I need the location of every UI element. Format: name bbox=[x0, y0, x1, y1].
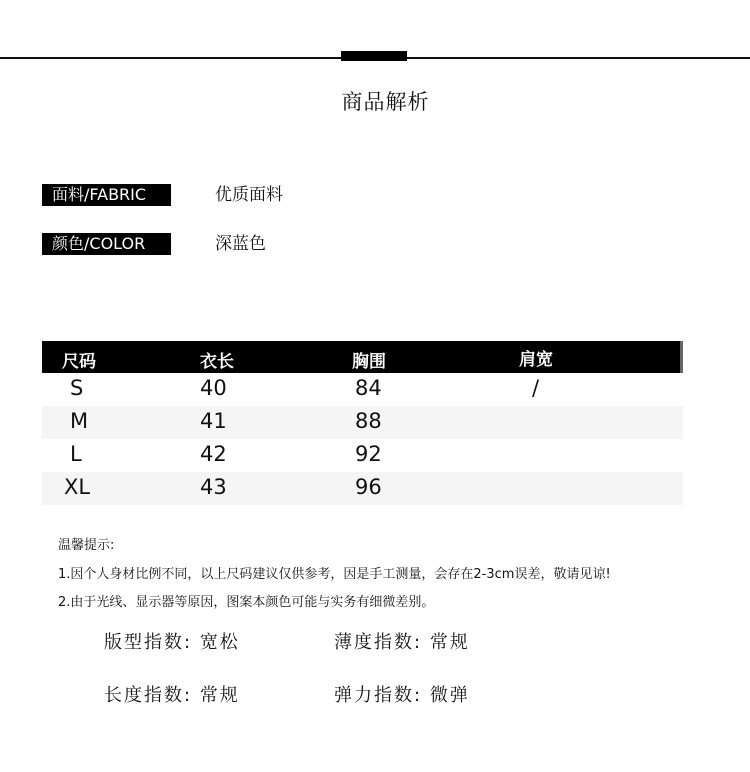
color-label: 颜色/COLOR bbox=[42, 233, 171, 255]
cell-size: M bbox=[70, 409, 89, 433]
stretch-index-value: 微弹 bbox=[429, 685, 470, 706]
fit-index-value: 宽松 bbox=[199, 632, 240, 653]
length-index bbox=[104, 681, 240, 707]
header-size: 尺码 bbox=[62, 352, 96, 372]
cell-length: 43 bbox=[200, 475, 227, 499]
cell-chest: 84 bbox=[355, 376, 382, 400]
notes-line: 2.由于光线、显示器等原因，图案本颜色可能与实务有细微差别。 bbox=[58, 595, 435, 610]
color-value: 深蓝色 bbox=[215, 234, 266, 254]
cell-length: 40 bbox=[200, 376, 227, 400]
length-index-label: 长度指数: bbox=[104, 685, 193, 706]
notes-line: 1.因个人身材比例不同，以上尺码建议仅供参考，因是手工测量，会存在2-3cm误差，敬请见谅! bbox=[58, 566, 611, 582]
cell-chest: 92 bbox=[355, 442, 382, 466]
page-title: 商品解析 bbox=[341, 90, 430, 114]
table-row bbox=[42, 472, 683, 505]
header-chest: 胸围 bbox=[352, 352, 386, 372]
table-row bbox=[42, 439, 683, 472]
thickness-index-value: 常规 bbox=[429, 632, 470, 653]
notes-section bbox=[58, 532, 611, 618]
table-row bbox=[42, 406, 683, 439]
stretch-index-label: 弹力指数: bbox=[334, 685, 423, 706]
cell-chest: 88 bbox=[355, 409, 382, 433]
header-length: 衣长 bbox=[200, 352, 234, 372]
cell-size: XL bbox=[64, 475, 91, 499]
cell-chest: 96 bbox=[355, 475, 382, 499]
notes-title: 温馨提示: bbox=[58, 538, 115, 553]
header-accent-bar bbox=[341, 51, 407, 61]
thickness-index bbox=[334, 628, 470, 654]
fabric-label: 面料/FABRIC bbox=[42, 184, 171, 206]
size-table bbox=[42, 341, 683, 505]
thickness-index-label: 薄度指数: bbox=[334, 632, 423, 653]
size-table-header bbox=[42, 341, 683, 373]
fabric-value: 优质面料 bbox=[215, 185, 283, 205]
length-index-value: 常规 bbox=[199, 685, 240, 706]
cell-length: 41 bbox=[200, 409, 227, 433]
fit-index bbox=[104, 628, 240, 654]
cell-size: L bbox=[70, 442, 82, 466]
table-row bbox=[42, 373, 683, 406]
cell-length: 42 bbox=[200, 442, 227, 466]
stretch-index bbox=[334, 681, 470, 707]
cell-shoulder: / bbox=[532, 376, 540, 400]
cell-size: S bbox=[70, 376, 84, 400]
fit-index-label: 版型指数: bbox=[104, 632, 193, 653]
header-shoulder: 肩宽 bbox=[519, 350, 553, 370]
